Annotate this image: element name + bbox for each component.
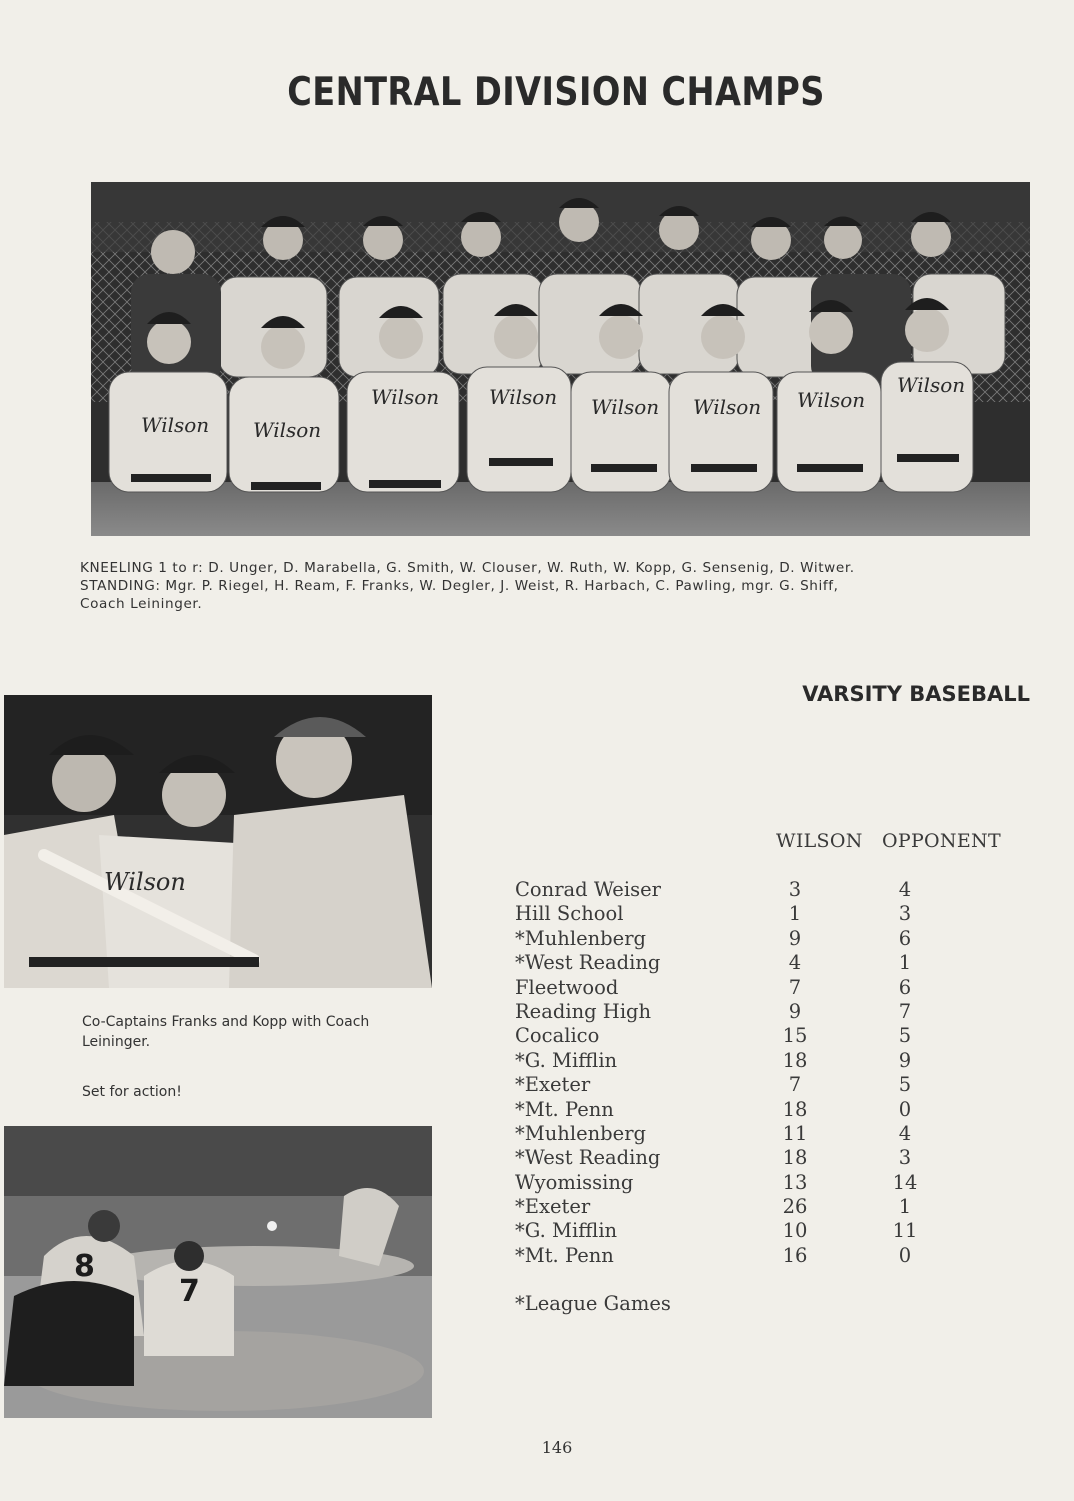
game-row [515,878,1025,902]
game-row [515,976,1025,1000]
game-row [515,1049,1025,1073]
game-row [515,1000,1025,1024]
svg-text:7: 7 [179,1274,200,1309]
wilson-score: 11 [782,1121,808,1145]
wilson-score: 9 [788,999,802,1023]
game-row [515,1098,1025,1122]
captains-caption [82,1012,442,1052]
svg-text:Wilson: Wilson [591,395,660,419]
opponent-score: 4 [898,1121,912,1145]
game-row [515,1122,1025,1146]
opponent-name: Hill School [515,902,624,926]
svg-text:Wilson: Wilson [104,868,186,896]
caption-standing: STANDING: Mgr. P. Riegel, H. Ream, F. Franks, W. Degler, J. Weist, R. Harbach, C. Pawling, mgr. G. Shiff, [80,578,839,594]
wilson-score: 1 [788,902,802,926]
opponent-score: 6 [898,975,912,999]
opponent-score: 5 [898,1073,912,1097]
opponent-score: 3 [898,902,912,926]
opponent-name: *West Reading [515,951,661,975]
opponent-name: *West Reading [515,1146,661,1170]
opponent-name: *Muhlenberg [515,1121,646,1145]
game-row [515,1195,1025,1219]
section-subtitle: VARSITY BASEBALL [802,682,1030,706]
wilson-score: 13 [782,1170,808,1194]
opponent-name: *Muhlenberg [515,926,646,950]
opponent-name: *G. Mifflin [515,1048,618,1072]
wilson-score: 15 [782,1024,808,1048]
game-row [515,902,1025,926]
opponent-name: Cocalico [515,1024,600,1048]
action-caption: Set for action! [82,1084,182,1100]
game-row [515,1171,1025,1195]
game-row [515,1219,1025,1243]
team-photo-caption [80,559,1040,613]
opponent-score: 6 [898,926,912,950]
game-results-table [515,878,1025,1268]
opponent-name: *Exeter [515,1195,591,1219]
opponent-score: 1 [898,951,912,975]
wilson-score: 7 [788,1073,802,1097]
opponent-name: Wyomissing [515,1170,634,1194]
column-header-wilson: WILSON [776,830,863,852]
svg-text:Wilson: Wilson [897,373,966,397]
caption-coach: Coach Leininger. [80,596,203,612]
captains-caption-line-2: Leininger. [82,1034,151,1050]
opponent-score: 3 [898,1146,912,1170]
opponent-score: 14 [892,1170,918,1194]
opponent-score: 0 [898,1097,912,1121]
caption-kneeling: KNEELING 1 to r: D. Unger, D. Marabella, G. Smith, W. Clouser, W. Ruth, W. Kopp, G. Sensenig, D. Witwer. [80,560,855,576]
team-photo [91,182,1030,536]
opponent-name: *Mt. Penn [515,1097,614,1121]
wilson-score: 3 [788,878,802,901]
svg-text:Wilson: Wilson [797,388,866,412]
opponent-name: Reading High [515,999,652,1023]
game-row [515,1244,1025,1268]
opponent-name: Fleetwood [515,975,619,999]
wilson-score: 4 [788,951,802,975]
opponent-score: 5 [898,1024,912,1048]
action-photo [4,1126,432,1418]
game-row [515,1073,1025,1097]
game-row [515,1146,1025,1170]
game-row [515,951,1025,975]
wilson-score: 10 [782,1219,808,1243]
wilson-score: 26 [782,1195,808,1219]
page-title: CENTRAL DIVISION CHAMPS [287,70,825,115]
opponent-score: 1 [898,1195,912,1219]
league-games-footnote: *League Games [515,1292,671,1315]
wilson-score: 16 [782,1243,808,1267]
svg-text:8: 8 [74,1249,95,1284]
column-header-opponent: OPPONENT [882,830,1001,852]
game-row [515,1024,1025,1048]
opponent-name: *Exeter [515,1073,591,1097]
svg-text:Wilson: Wilson [253,418,322,442]
opponent-score: 11 [892,1219,918,1243]
opponent-score: 0 [898,1243,912,1267]
opponent-name: Conrad Weiser [515,878,661,901]
wilson-score: 9 [788,926,802,950]
page-number: 146 [541,1438,573,1457]
opponent-name: *G. Mifflin [515,1219,618,1243]
wilson-score: 18 [782,1146,808,1170]
opponent-score: 9 [898,1048,912,1072]
svg-text:Wilson: Wilson [693,395,762,419]
wilson-score: 18 [782,1048,808,1072]
game-row [515,927,1025,951]
opponent-score: 4 [898,878,912,901]
captains-caption-line-1: Co-Captains Franks and Kopp with Coach [82,1014,370,1030]
opponent-name: *Mt. Penn [515,1243,614,1267]
wilson-score: 18 [782,1097,808,1121]
svg-text:Wilson: Wilson [489,385,558,409]
captains-photo [4,695,432,988]
wilson-score: 7 [788,975,802,999]
svg-text:Wilson: Wilson [371,385,440,409]
svg-text:Wilson: Wilson [141,413,210,437]
opponent-score: 7 [898,999,912,1023]
